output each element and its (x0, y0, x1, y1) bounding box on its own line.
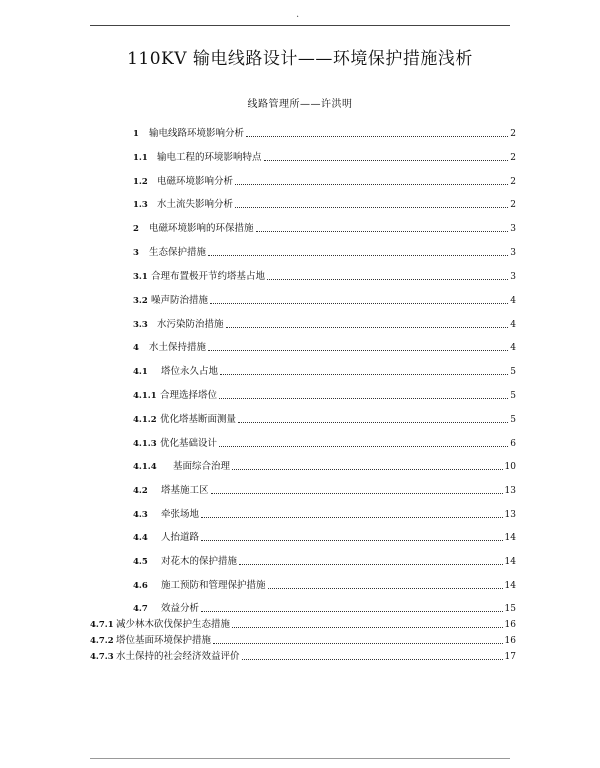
toc-leader (238, 422, 508, 423)
toc-number: 4.3 (133, 510, 148, 520)
toc-page: 14 (504, 581, 516, 591)
toc-page: 10 (504, 462, 516, 472)
toc-number: 1.1 (133, 153, 148, 163)
toc-page: 6 (510, 439, 516, 449)
toc-leader (242, 659, 503, 660)
toc-row[interactable] (90, 649, 516, 663)
toc-page: 4 (510, 320, 516, 330)
document-title: 110KV 输电线路设计——环境保护措施浅析 (127, 49, 473, 69)
toc-leader (246, 136, 508, 137)
toc-label: 对花木的保护措施 (161, 556, 238, 567)
toc-label: 水土保持措施 (149, 342, 207, 353)
toc-number: 4.5 (133, 557, 148, 567)
toc-label: 水土保持的社会经济效益评价 (116, 651, 240, 662)
toc-page: 3 (510, 272, 516, 282)
toc-row[interactable] (133, 197, 516, 211)
toc-leader (201, 540, 503, 541)
toc-label: 合理选择塔位 (160, 390, 218, 401)
toc-number: 3 (133, 248, 139, 258)
toc-page: 13 (504, 486, 516, 496)
toc-label: 输电线路环境影响分析 (149, 128, 245, 139)
toc-label: 人抬道路 (161, 532, 200, 543)
author-line: 线路管理所——许洪明 (247, 99, 353, 110)
toc-number: 3.2 (133, 296, 148, 306)
toc-row[interactable] (133, 340, 516, 354)
toc-page: 2 (510, 177, 516, 187)
toc-row[interactable] (133, 578, 516, 592)
header-mark: . (296, 9, 300, 20)
toc-number: 2 (133, 224, 139, 234)
toc-leader (235, 207, 508, 208)
toc-page: 5 (510, 367, 516, 377)
toc-number: 4.1 (133, 367, 148, 377)
toc-label: 效益分析 (161, 603, 200, 614)
toc-number: 4.7.1 (90, 620, 114, 630)
toc-row[interactable] (133, 150, 516, 164)
toc-number: 4.7.2 (90, 636, 114, 646)
toc-number: 4 (133, 343, 139, 353)
toc-row[interactable] (133, 269, 516, 283)
toc-number: 4.2 (133, 486, 148, 496)
toc-page: 3 (510, 224, 516, 234)
toc-label: 生态保护措施 (149, 247, 207, 258)
toc-leader (208, 255, 508, 256)
toc-page: 15 (504, 604, 516, 614)
toc-label: 优化塔基断面测量 (160, 414, 237, 425)
toc-page: 3 (510, 248, 516, 258)
toc-row[interactable] (90, 633, 516, 647)
toc-number: 4.1.1 (133, 391, 157, 401)
toc-label: 优化基础设计 (160, 438, 218, 449)
toc-leader (211, 493, 503, 494)
toc-page: 4 (510, 296, 516, 306)
toc-label: 塔基施工区 (161, 485, 209, 496)
toc-row[interactable] (133, 221, 516, 235)
toc-number: 4.6 (133, 581, 148, 591)
toc-page: 17 (504, 652, 516, 662)
toc-label: 减少林木砍伐保护生态措施 (116, 619, 231, 630)
toc-leader (235, 184, 508, 185)
toc-leader (210, 303, 508, 304)
toc-label: 基面综合治理 (173, 461, 231, 472)
toc-leader (213, 643, 503, 644)
toc-leader (201, 611, 503, 612)
toc-page: 2 (510, 200, 516, 210)
toc-number: 1.2 (133, 177, 148, 187)
toc-number: 4.1.2 (133, 415, 157, 425)
toc-leader (208, 350, 508, 351)
toc-leader (264, 160, 509, 161)
toc-leader (268, 588, 503, 589)
toc-page: 14 (504, 557, 516, 567)
toc-label: 水污染防治措施 (157, 319, 224, 330)
toc-label: 电磁环境影响的环保措施 (149, 223, 254, 234)
toc-row[interactable] (133, 245, 516, 259)
toc-leader (267, 279, 508, 280)
toc-row[interactable] (133, 507, 516, 521)
toc-leader (232, 469, 503, 470)
toc-page: 16 (504, 620, 516, 630)
footer-rule (90, 758, 510, 759)
toc-page: 2 (510, 153, 516, 163)
toc-row[interactable] (133, 601, 516, 615)
toc-row[interactable] (133, 530, 516, 544)
toc-row[interactable] (133, 293, 516, 307)
toc-number: 3.1 (133, 272, 148, 282)
toc-row[interactable] (133, 483, 516, 497)
toc-number: 1.3 (133, 200, 148, 210)
toc-label: 施工预防和管理保护措施 (161, 580, 266, 591)
toc-row[interactable] (133, 459, 516, 473)
toc-leader (226, 327, 509, 328)
toc-leader (220, 374, 508, 375)
toc-page: 13 (504, 510, 516, 520)
toc-row[interactable] (133, 436, 516, 450)
toc-page: 5 (510, 415, 516, 425)
toc-number: 4.1.4 (133, 462, 157, 472)
toc-label: 塔位永久占地 (161, 366, 219, 377)
toc-leader (256, 231, 509, 232)
toc-row[interactable] (90, 617, 516, 631)
toc-number: 3.3 (133, 320, 148, 330)
toc-label: 水土流失影响分析 (157, 199, 234, 210)
toc-label: 电磁环境影响分析 (157, 176, 234, 187)
toc-row[interactable] (133, 412, 516, 426)
toc-leader (232, 627, 503, 628)
toc-row[interactable] (133, 364, 516, 378)
toc-number: 1 (133, 129, 139, 139)
toc-label: 牵张场地 (161, 509, 200, 520)
toc-row[interactable] (133, 388, 516, 402)
toc-leader (219, 446, 508, 447)
toc-number: 4.7.3 (90, 652, 114, 662)
toc-page: 2 (510, 129, 516, 139)
toc-leader (201, 517, 503, 518)
toc-number: 4.4 (133, 533, 148, 543)
toc-row[interactable] (133, 317, 516, 331)
toc-label: 噪声防治措施 (151, 295, 209, 306)
toc-number: 4.1.3 (133, 439, 157, 449)
toc-leader (219, 398, 508, 399)
toc-page: 16 (504, 636, 516, 646)
toc-row[interactable] (133, 174, 516, 188)
toc-label: 合理布置极开节约塔基占地 (151, 271, 266, 282)
toc-page: 4 (510, 343, 516, 353)
toc-label: 输电工程的环境影响特点 (157, 152, 262, 163)
toc-row[interactable] (133, 126, 516, 140)
toc-leader (239, 564, 503, 565)
toc-number: 4.7 (133, 604, 148, 614)
header-rule (90, 25, 510, 26)
toc-page: 5 (510, 391, 516, 401)
toc-row[interactable] (133, 554, 516, 568)
toc-label: 塔位基面环境保护措施 (116, 635, 212, 646)
toc-page: 14 (504, 533, 516, 543)
